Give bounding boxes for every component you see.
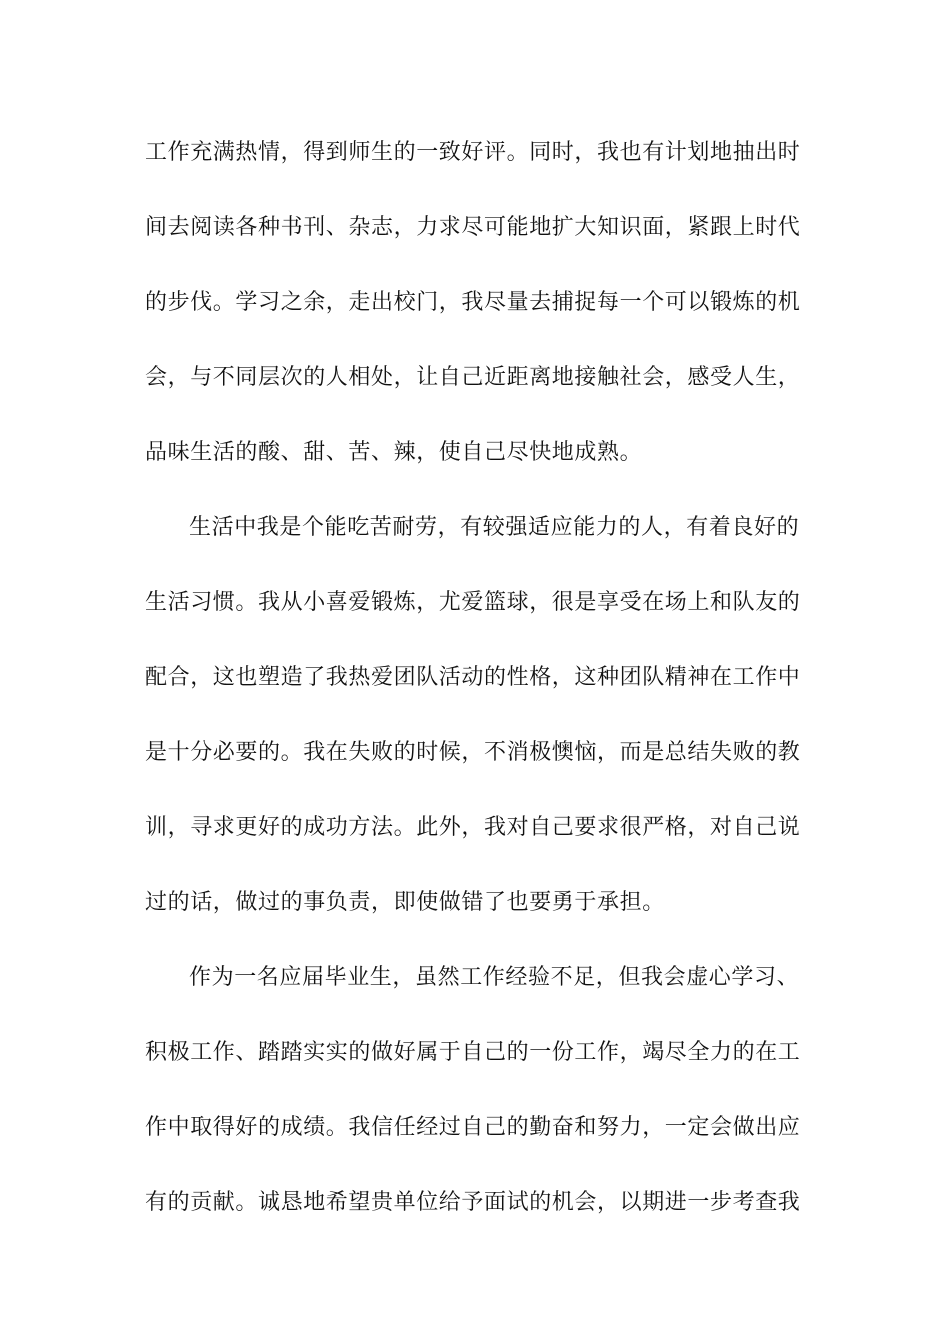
text-line: 作为一名应届毕业生，虽然工作经验不足，但我会虚心学习、	[189, 965, 800, 990]
text-line: 间去阅读各种书刊、杂志，力求尽可能地扩大知识面，紧跟上时代	[145, 215, 801, 240]
text-line: 品味生活的酸、甜、苦、辣，使自己尽快地成熟。	[145, 440, 643, 465]
text-line: 训，寻求更好的成功方法。此外，我对自己要求很严格，对自己说	[145, 815, 801, 840]
text-line: 生活习惯。我从小喜爱锻炼，尤爱篮球，很是享受在场上和队友的	[145, 590, 801, 615]
text-line: 工作充满热情，得到师生的一致好评。同时，我也有计划地抽出时	[145, 140, 801, 165]
paragraph	[145, 128, 807, 503]
text-line: 作中取得好的成绩。我信任经过自己的勤奋和努力，一定会做出应	[145, 1115, 801, 1140]
text-line: 有的贡献。诚恳地希望贵单位给予面试的机会，以期进一步考查我	[145, 1190, 801, 1215]
paragraph	[145, 503, 807, 953]
text-line: 是十分必要的。我在失败的时候，不消极懊恼，而是总结失败的教	[145, 740, 801, 765]
text-line: 生活中我是个能吃苦耐劳，有较强适应能力的人，有着良好的	[189, 515, 800, 540]
text-line: 会，与不同层次的人相处，让自己近距离地接触社会，感受人生，	[145, 365, 801, 390]
text-line: 的步伐。学习之余，走出校门，我尽量去捕捉每一个可以锻炼的机	[145, 290, 801, 315]
document-body	[145, 128, 807, 1253]
paragraph	[145, 953, 807, 1253]
text-line: 配合，这也塑造了我热爱团队活动的性格，这种团队精神在工作中	[145, 665, 801, 690]
text-line: 积极工作、踏踏实实的做好属于自己的一份工作，竭尽全力的在工	[145, 1040, 801, 1065]
text-line: 过的话，做过的事负责，即使做错了也要勇于承担。	[145, 890, 665, 915]
